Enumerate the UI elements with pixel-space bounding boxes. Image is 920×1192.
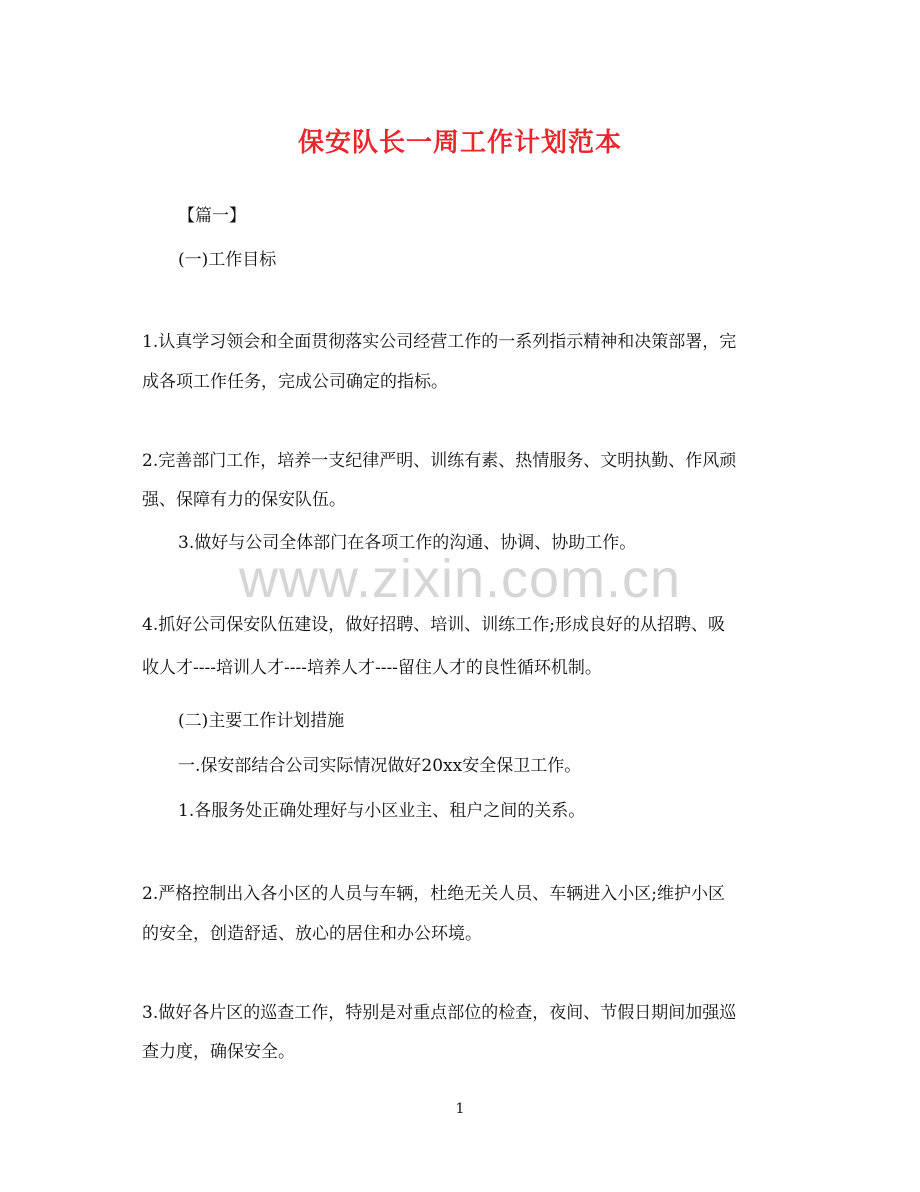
page-number: 1 [455, 1101, 465, 1117]
paragraph-line: 3.做好各片区的巡查工作，特别是对重点部位的检查，夜间、节假日期间加强巡 [142, 1003, 737, 1023]
paragraph-line: 3.做好与公司全体部门在各项工作的沟通、协调、协助工作。 [178, 533, 637, 553]
paragraph-line: 一.保安部结合公司实际情况做好20xx安全保卫工作。 [178, 756, 582, 776]
subsection-heading: (一)工作目标 [178, 250, 277, 270]
paragraph-line: 1.认真学习领会和全面贯彻落实公司经营工作的一系列指示精神和决策部署，完 [142, 332, 737, 352]
subsection-heading: (二)主要工作计划措施 [178, 711, 345, 731]
paragraph-line: 查力度，确保安全。 [142, 1042, 295, 1062]
paragraph-line: 收人才----培训人才----培养人才----留住人才的良性循环机制。 [142, 658, 602, 678]
paragraph-line: 的安全，创造舒适、放心的居住和办公环境。 [142, 924, 482, 944]
paragraph-line: 2.严格控制出入各小区的人员与车辆，杜绝无关人员、车辆进入小区;维护小区 [142, 884, 725, 904]
paragraph-line: 强、保障有力的保安队伍。 [142, 490, 346, 510]
document-title: 保安队长一周工作计划范本 [297, 128, 622, 158]
paragraph-line: 成各项工作任务，完成公司确定的指标。 [142, 372, 448, 392]
watermark: www.zixin.com.cn [238, 549, 682, 609]
paragraph-line: 2.完善部门工作，培养一支纪律严明、训练有素、热情服务、文明执勤、作风顽 [142, 451, 737, 471]
paragraph-line: 4.抓好公司保安队伍建设，做好招聘、培训、训练工作;形成良好的从招聘、吸 [142, 615, 725, 635]
paragraph-line: 1.各服务处正确处理好与小区业主、租户之间的关系。 [178, 801, 586, 821]
section-heading: 【篇一】 [178, 206, 246, 226]
